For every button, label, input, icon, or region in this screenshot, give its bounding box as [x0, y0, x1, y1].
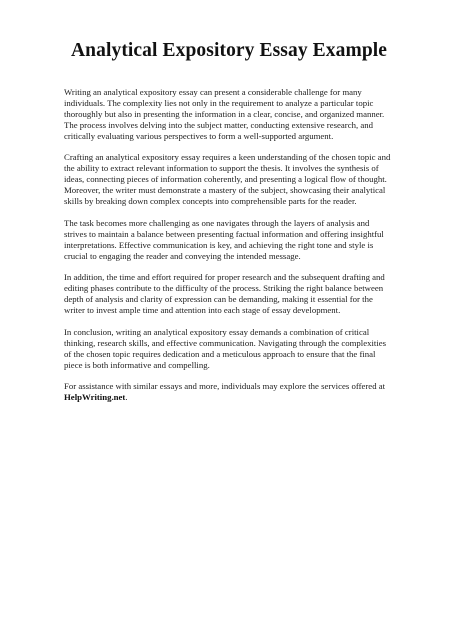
- paragraph-5: In conclusion, writing an analytical expository essay demands a combination of critical thinking, research skills, and effective communication. Navigating through the complexities of the chosen topic requires dedication and a meticulous approach to ensure that the final piece is both informative and compelling.: [64, 326, 387, 370]
- closing-suffix: .: [125, 392, 128, 403]
- closing-text: For assistance with similar essays and more, individuals may explore the services offered at: [64, 381, 386, 392]
- document-title: Analytical Expository Essay Example: [70, 40, 388, 61]
- paragraph-4: In addition, the time and effort required for proper research and the subsequent drafting and editing phases contribute to the difficulty of the process. Striking the right balance between depth of analysis and clarity of expression can be demanding, making it essential for the writer to invest ample time and attention into each stage of essay development.: [64, 272, 385, 316]
- helpwriting-link[interactable]: HelpWriting.net: [64, 392, 126, 403]
- paragraph-2: Crafting an analytical expository essay requires a keen understanding of the chosen topic and the ability to extract relevant information to support the thesis. It involves the synthesis of ideas, connecting pieces of information coherently, and presenting a logical flow of thought. Moreover, the writer must demonstrate a mastery of the subject, showcasing their analytical skills by breaking down complex concepts into comprehensible parts for the reader.: [64, 152, 391, 207]
- paragraph-3: The task becomes more challenging as one navigates through the layers of analysis and strives to maintain a balance between presenting factual information and offering insightful interpretations. Effective communication is key, and achieving the right tone and style is crucial to engaging the reader and conveying the intended message.: [64, 217, 384, 261]
- paragraph-1: Writing an analytical expository essay can present a considerable challenge for many individuals. The complexity lies not only in the requirement to analyze a particular topic thoroughly but also in presenting the information in a clear, concise, and organized manner. The process involves delving into the subject matter, conducting extensive research, and critically evaluating various perspectives to form a well-supported argument.: [64, 87, 385, 141]
- closing-paragraph: [64, 381, 394, 403]
